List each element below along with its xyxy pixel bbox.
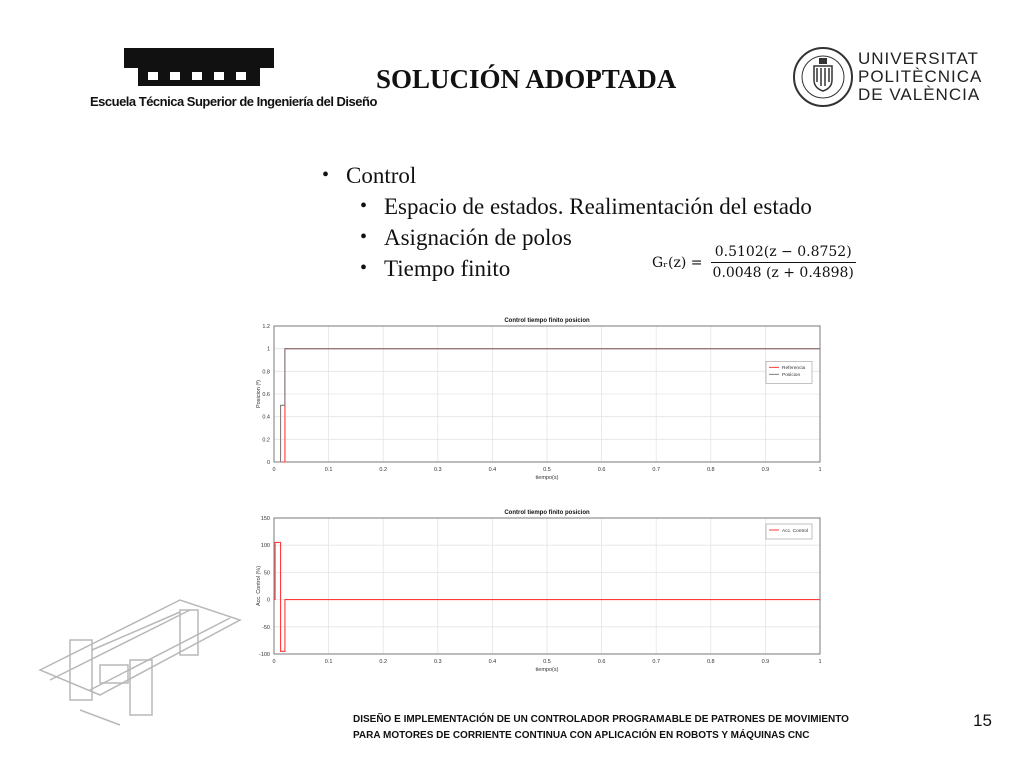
x-tick-label: 0.9 bbox=[761, 467, 770, 473]
x-tick-label: 0 bbox=[272, 467, 276, 473]
sub-bullet-text: Asignación de polos bbox=[384, 225, 572, 250]
y-tick-label: -100 bbox=[258, 652, 270, 658]
x-axis-label: tiempo(s) bbox=[535, 475, 559, 481]
formula-fraction bbox=[709, 244, 858, 281]
chart-position bbox=[238, 312, 828, 484]
transfer-function bbox=[652, 244, 858, 281]
formula-numerator: 0.5102(z − 0.8752) bbox=[711, 244, 856, 263]
x-tick-label: 0.3 bbox=[433, 467, 442, 473]
sub-bullet-text: Espacio de estados. Realimentación del estado bbox=[384, 194, 812, 219]
robot-sketch-image bbox=[30, 540, 260, 730]
upv-seal-icon bbox=[792, 46, 854, 108]
x-tick-label: 0.2 bbox=[379, 467, 388, 473]
footer-line-2: PARA MOTORES DE CORRIENTE CONTINUA CON APLICACIÓN EN ROBOTS Y MÁQUINAS CNC bbox=[353, 730, 810, 741]
x-tick-label: 0.8 bbox=[706, 659, 715, 665]
university-line-2: POLITÈCNICA bbox=[858, 67, 983, 86]
y-tick-label: 0.4 bbox=[262, 414, 270, 421]
x-axis-label: tiempo(s) bbox=[535, 667, 559, 673]
footer-line-1: DISEÑO E IMPLEMENTACIÓN DE UN CONTROLADOR PROGRAMABLE DE PATRONES DE MOVIMIENTO bbox=[353, 714, 849, 725]
y-tick-label: -50 bbox=[262, 624, 270, 631]
x-tick-label: 1 bbox=[818, 467, 822, 473]
university-line-3: DE VALÈNCIA bbox=[858, 85, 981, 104]
bullet-item: • Control bbox=[322, 163, 417, 188]
chart-title: Control tiempo finito posicion bbox=[504, 510, 590, 516]
x-tick-label: 0.7 bbox=[652, 659, 661, 665]
y-axis-label: Posicion (º) bbox=[256, 380, 262, 408]
x-tick-label: 0.2 bbox=[379, 659, 388, 665]
x-tick-label: 0.3 bbox=[433, 659, 442, 665]
x-tick-label: 0.1 bbox=[324, 659, 333, 665]
x-tick-label: 0.5 bbox=[543, 659, 551, 665]
page-number: 15 bbox=[973, 711, 992, 730]
x-tick-label: 0.9 bbox=[761, 659, 770, 665]
y-tick-label: 0 bbox=[266, 460, 270, 466]
x-tick-label: 0.4 bbox=[488, 659, 497, 665]
page-title: SOLUCIÓN ADOPTADA bbox=[376, 64, 677, 94]
sub-bullet-text: Tiempo finito bbox=[384, 256, 511, 281]
legend-label: Acc. Control bbox=[782, 528, 809, 534]
y-tick-label: 0.2 bbox=[262, 437, 270, 444]
x-tick-label: 0.6 bbox=[597, 467, 606, 473]
x-tick-label: 0.8 bbox=[706, 467, 715, 473]
y-tick-label: 1.2 bbox=[262, 324, 270, 330]
footer bbox=[353, 712, 849, 744]
x-tick-label: 0.4 bbox=[488, 467, 497, 473]
y-tick-label: 0.6 bbox=[262, 392, 270, 398]
university-line-1: UNIVERSITAT bbox=[858, 49, 979, 68]
school-name: Escuela Técnica Superior de Ingeniería del Diseño bbox=[90, 94, 377, 109]
university-name bbox=[858, 50, 982, 104]
formula-lhs: Gᵣ(z) = bbox=[652, 254, 703, 271]
chart-control-action bbox=[238, 504, 828, 676]
formula-denominator: 0.0048 (z + 0.4898) bbox=[712, 265, 854, 281]
x-tick-label: 0 bbox=[272, 659, 276, 665]
legend-label: Posicion bbox=[782, 373, 801, 379]
y-tick-label: 0.8 bbox=[262, 369, 270, 376]
y-tick-label: 1 bbox=[266, 346, 270, 353]
sub-bullet-item: • Tiempo finito bbox=[360, 256, 511, 281]
sub-bullet-item: • Espacio de estados. Realimentación del estado bbox=[360, 194, 812, 219]
chart-title: Control tiempo finito posicion bbox=[504, 318, 590, 324]
x-tick-label: 0.5 bbox=[543, 467, 551, 473]
x-tick-label: 0.1 bbox=[324, 467, 333, 473]
y-tick-label: 0 bbox=[266, 597, 270, 604]
bullet-control: Control bbox=[346, 163, 417, 188]
y-tick-label: 150 bbox=[260, 516, 270, 522]
y-tick-label: 50 bbox=[263, 570, 270, 577]
x-tick-label: 0.7 bbox=[652, 467, 661, 473]
sub-bullet-item: • Asignación de polos bbox=[360, 225, 572, 250]
x-tick-label: 1 bbox=[818, 659, 822, 665]
legend-label: Referencia bbox=[782, 366, 806, 372]
x-tick-label: 0.6 bbox=[597, 659, 606, 665]
y-tick-label: 100 bbox=[260, 543, 270, 550]
y-axis-label: Acc. Control (%) bbox=[256, 565, 262, 607]
